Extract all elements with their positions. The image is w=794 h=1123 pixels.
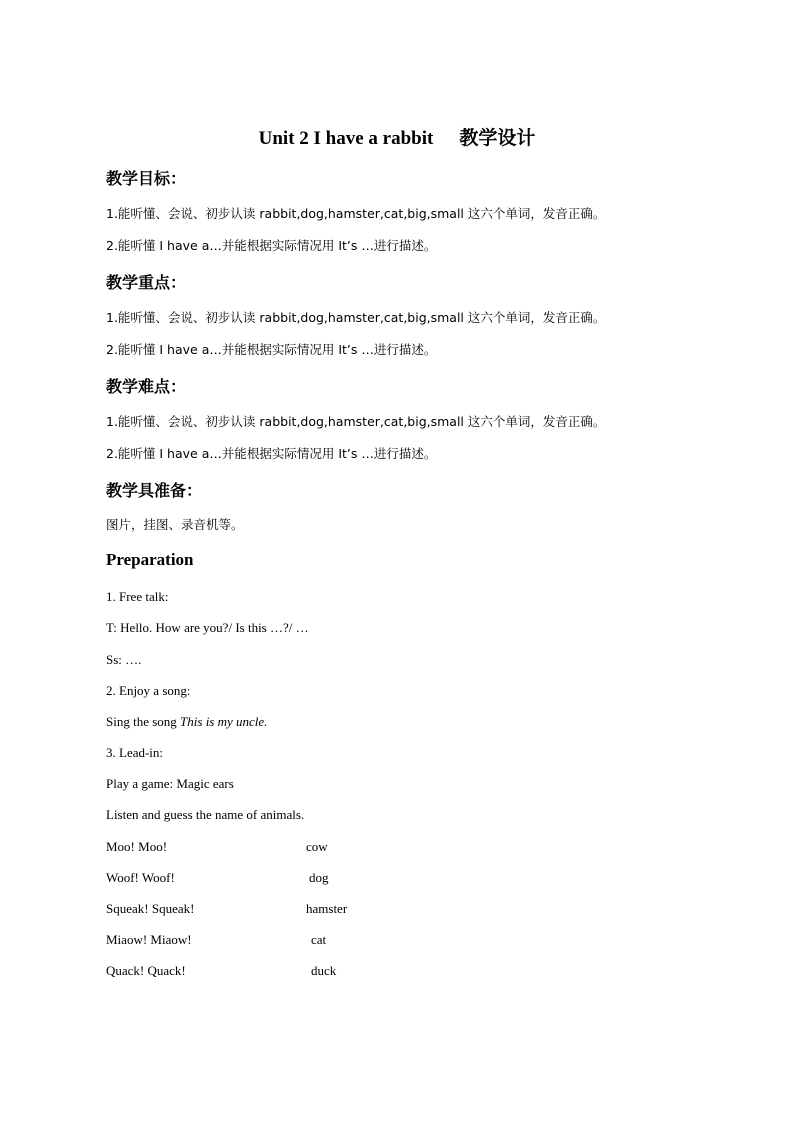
animal-item: hamster: [306, 901, 348, 916]
key-points-heading: 教学重点：: [106, 273, 187, 292]
sound-item: Miaow! Miaow!: [106, 932, 192, 947]
materials-line: 图片，挂图、录音机等。: [106, 517, 244, 532]
materials-heading: 教学具准备：: [106, 481, 203, 500]
lead-in-label: 3. Lead-in:: [106, 745, 164, 760]
free-talk-label: 1. Free talk:: [106, 589, 169, 604]
difficulties-heading: 教学难点：: [106, 377, 187, 396]
sound-item: Moo! Moo!: [106, 839, 168, 854]
key-points-line-2: 2.能听懂 I have a…并能根据实际情况用 It’s …进行描述。: [106, 342, 437, 357]
title-suffix: 教学设计: [459, 128, 536, 149]
sing-song-line: [106, 714, 267, 730]
key-points-line-1: 1.能听懂、会说、初步认读 rabbit,dog,hamster,cat,big,small 这六个单词，发音正确。: [106, 310, 606, 325]
sound-item: Quack! Quack!: [106, 963, 186, 978]
objectives-heading: 教学目标：: [106, 169, 187, 188]
document-title: [0, 123, 794, 150]
game-line: Play a game: Magic ears: [106, 776, 234, 791]
animal-item: duck: [311, 963, 337, 978]
teacher-line: T: Hello. How are you?/ Is this …?/ …: [106, 620, 309, 635]
listen-line: Listen and guess the name of animals.: [106, 807, 305, 822]
students-line: Ss: ….: [106, 652, 142, 667]
objectives-line-1: 1.能听懂、会说、初步认读 rabbit,dog,hamster,cat,big,small 这六个单词，发音正确。: [106, 206, 606, 221]
difficulties-line-2: 2.能听懂 I have a…并能根据实际情况用 It’s …进行描述。: [106, 446, 437, 461]
objectives-line-2: 2.能听懂 I have a…并能根据实际情况用 It’s …进行描述。: [106, 238, 437, 253]
song-title: This is my uncle.: [180, 714, 268, 729]
animal-item: cat: [311, 932, 327, 947]
sing-prefix: Sing the song: [106, 714, 181, 729]
enjoy-song-label: 2. Enjoy a song:: [106, 683, 191, 698]
animal-item: dog: [309, 870, 329, 885]
title-main: Unit 2 I have a rabbit: [258, 128, 434, 149]
sound-item: Woof! Woof!: [106, 870, 175, 885]
difficulties-line-1: 1.能听懂、会说、初步认读 rabbit,dog,hamster,cat,big,small 这六个单词，发音正确。: [106, 414, 606, 429]
preparation-heading: Preparation: [106, 550, 194, 569]
sound-item: Squeak! Squeak!: [106, 901, 195, 916]
animal-item: cow: [306, 839, 328, 854]
